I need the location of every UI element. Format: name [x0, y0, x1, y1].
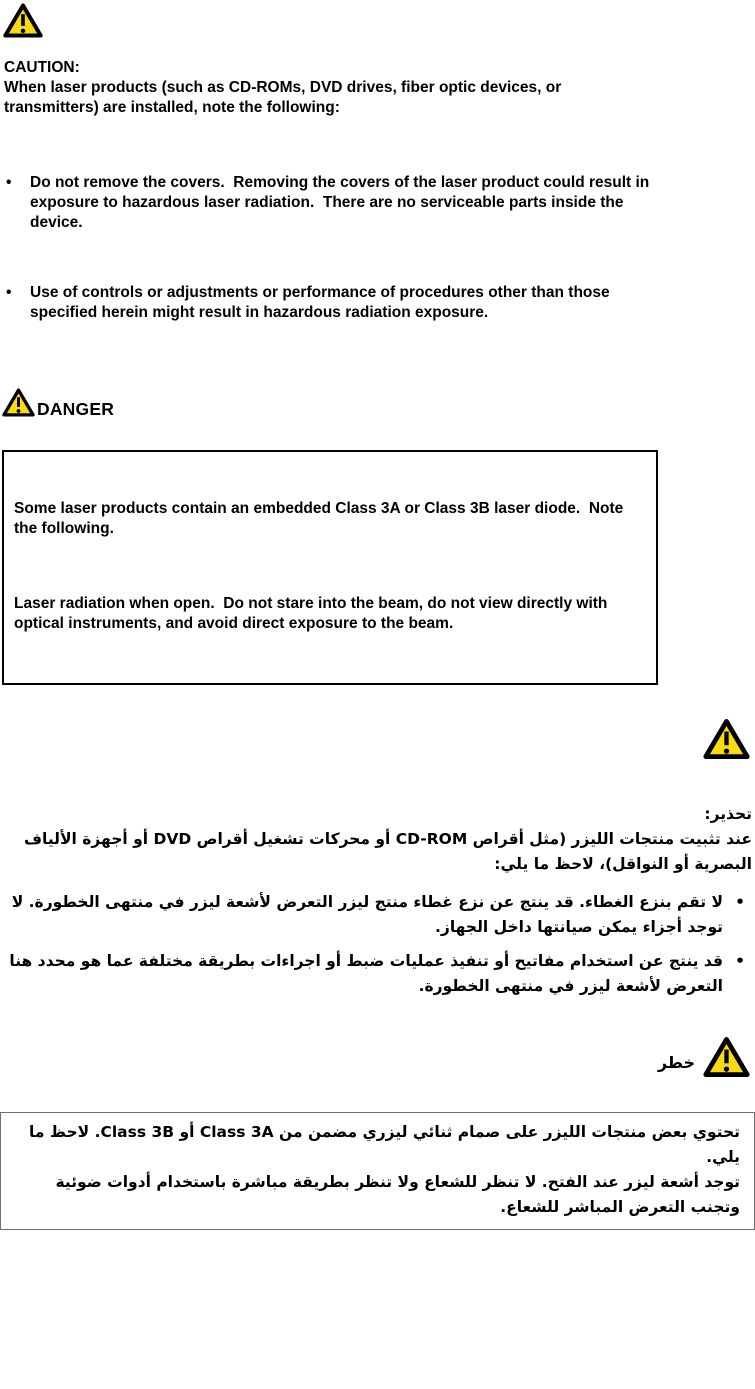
caution-heading: CAUTION: — [4, 59, 80, 76]
arabic-warning-heading: تحذير: — [704, 805, 752, 823]
arabic-danger-box — [0, 1112, 755, 1230]
danger-box-paragraph: Some laser products contain an embedded Class 3A or Class 3B laser diode. Note the following. — [14, 500, 628, 537]
danger-heading-row — [2, 387, 755, 418]
danger-box-paragraph: Laser radiation when open. Do not stare into the beam, do not view directly with optical instruments, and avoid direct exposure to the beam. — [14, 595, 612, 632]
danger-box-en — [2, 450, 658, 685]
arabic-list-item: • لا تقم بنزع الغطاء. قد ينتج عن نزع غطاء منتج ليزر التعرض لأشعة ليزر في منتهى الخطورة. لا توجد أجزاء يمكن صيانتها داخل الجهاز. — [0, 890, 745, 940]
arabic-warning-intro: عند تثبيت منتجات الليزر (مثل أقراص CD-ROM أو محركات تشغيل أقراص DVD أو أجهزة الألياف البصرية أو النواقل)، لاحظ ما يلي: — [24, 830, 752, 873]
arabic-caution-list — [0, 890, 755, 999]
caution-intro: When laser products (such as CD-ROMs, DVD drives, fiber optic devices, or transmitters) are installed, note the following: — [4, 79, 566, 116]
arabic-danger-row — [0, 1035, 750, 1079]
warning-triangle-icon — [703, 717, 750, 761]
arabic-box-paragraph: توجد أشعة ليزر عند الفتح. لا تنظر للشعاع ولا تنظر بطريقة مباشرة باستخدام أدوات ضوئية وتجنب التعرض المباشر للشعاع. — [55, 1173, 740, 1216]
danger-label: DANGER — [37, 398, 115, 419]
caution-list-item: • Do not remove the covers. Removing the covers of the laser product could result in exposure to hazardous laser radiation. There are no serviceable parts inside the device. — [6, 173, 658, 233]
arabic-list-item: • قد ينتج عن استخدام مفاتيح أو تنفيذ عمليات ضبط أو اجراءات بطريقة مختلفة عما هو محدد هنا التعرض لأشعة ليزر في منتهى الخطورة. — [0, 949, 745, 999]
warning-triangle-icon — [2, 387, 35, 418]
warning-triangle-icon — [703, 1035, 750, 1079]
caution-list — [0, 133, 658, 373]
arabic-danger-label: خطر — [657, 1053, 695, 1072]
page — [0, 2, 755, 1230]
caution-list-item: • Use of controls or adjustments or performance of procedures other than those specified herein might result in hazardous radiation exposure. — [6, 283, 658, 323]
arabic-box-paragraph: تحتوي بعض منتجات الليزر على صمام ثنائي ليزري مضمن من Class 3A أو Class 3B. لاحظ ما يلي. — [29, 1123, 740, 1166]
warning-triangle-icon — [3, 2, 43, 39]
